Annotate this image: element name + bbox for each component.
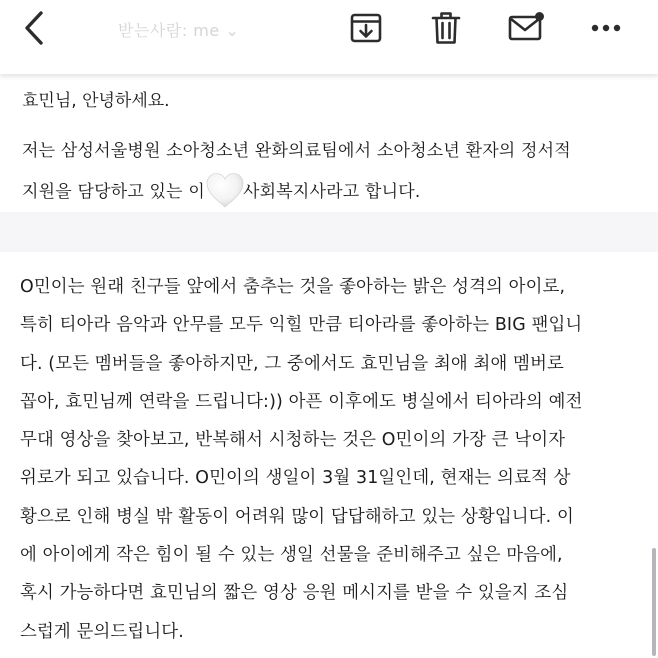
- intro-line-start: 지원을 담당하고 있는 이: [22, 182, 206, 202]
- scrollbar[interactable]: [652, 548, 656, 656]
- mark-unread-button[interactable]: [506, 8, 546, 48]
- intro-line-end: 사회복지사라고 합니다.: [243, 182, 421, 202]
- body-line: 꼽아, 효민님께 연락을 드립니다:)) 아픈 이후에도 병실에서 티아라의 예전: [20, 391, 583, 412]
- more-button[interactable]: [586, 8, 626, 48]
- message-body: [20, 268, 650, 651]
- trash-icon: [431, 10, 461, 46]
- intro-paragraph: [22, 131, 642, 213]
- body-line: 다. (모든 멤버들을 좋아하지만, 그 중에서도 효민님을 최애 최애 멤버로: [20, 353, 564, 374]
- delete-button[interactable]: [426, 8, 466, 48]
- intro-line: [22, 172, 642, 213]
- body-line: 특히 티아라 음악과 안무를 모두 익힐 만큼 티아라를 좋아하는 BIG 팬입니: [20, 315, 583, 336]
- body-line: 혹시 가능하다면 효민님의 짧은 영상 응원 메시지를 받을 수 있을지 조심: [20, 583, 569, 604]
- white-heart-icon: [203, 170, 247, 210]
- body-line: O민이는 원래 친구들 앞에서 춤추는 것을 좋아하는 밝은 성격의 아이로,: [20, 277, 566, 297]
- intro-line: 저는 삼성서울병원 소아청소년 완화의료팀에서 소아청소년 환자의 정서적: [22, 141, 571, 161]
- back-button[interactable]: [14, 8, 54, 48]
- body-line: 무대 영상을 찾아보고, 반복해서 시청하는 것은 O민이의 가장 큰 낙이자: [20, 430, 566, 451]
- unread-dot: [535, 12, 544, 21]
- recipient-line: 받는사람: me ⌄: [118, 21, 240, 40]
- body-line: 스럽게 문의드립니다.: [20, 621, 184, 642]
- section-divider: [0, 212, 658, 252]
- email-toolbar: [0, 0, 658, 74]
- chevron-left-icon: [21, 8, 47, 48]
- archive-button[interactable]: [346, 8, 386, 48]
- more-dots-icon: [590, 23, 622, 33]
- body-line: 위로가 되고 있습니다. O민이의 생일이 3월 31일인데, 현재는 의료적 상: [20, 468, 571, 489]
- body-line: 에 아이에게 작은 힘이 될 수 있는 생일 선물을 준비해주고 싶은 마음에,: [20, 545, 563, 566]
- greeting-text: 효민님, 안녕하세요.: [22, 91, 170, 111]
- archive-tray-icon: [349, 11, 383, 45]
- body-line: 황으로 인해 병실 밖 활동이 어려워 많이 답답해하고 있는 상황입니다. 이: [20, 506, 574, 527]
